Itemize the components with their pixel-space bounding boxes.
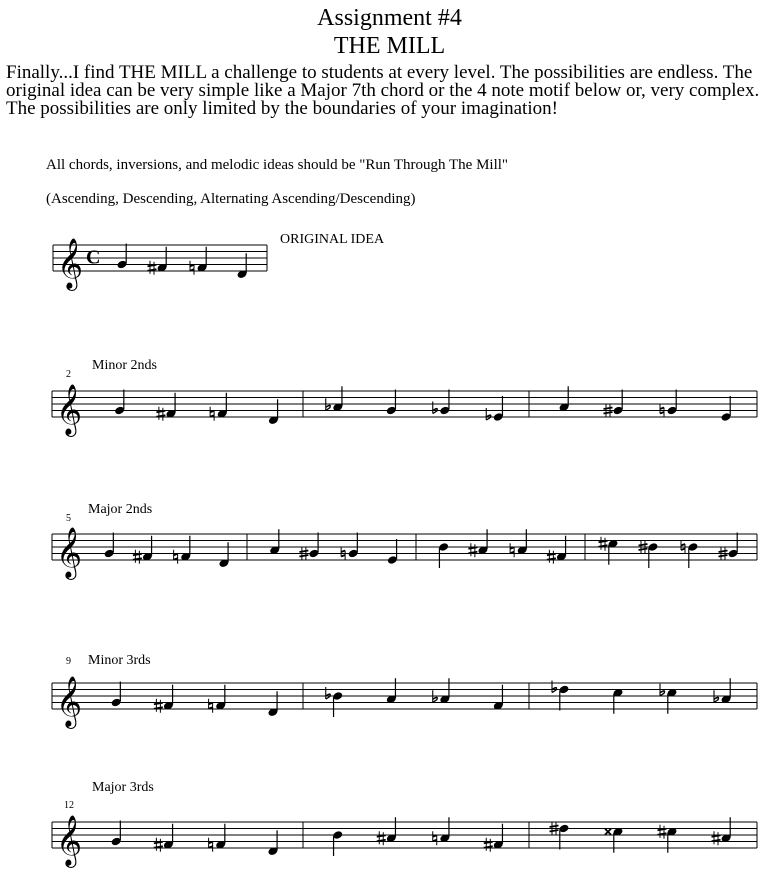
natural-sign <box>660 412 664 414</box>
note <box>218 542 229 568</box>
note <box>267 691 278 717</box>
flat-sign <box>433 409 438 414</box>
system-label: Minor 3rds <box>88 653 151 668</box>
original-idea-label: ORIGINAL IDEA <box>280 232 385 247</box>
note <box>267 830 278 856</box>
note <box>236 253 247 279</box>
natural-sign <box>681 549 685 551</box>
staff-original-idea <box>53 239 267 291</box>
note <box>326 386 344 412</box>
note <box>386 678 397 704</box>
sharp-sign <box>639 544 648 546</box>
treble-clef: 𝄞 <box>57 239 84 288</box>
flat-sign <box>486 415 491 420</box>
note <box>558 386 569 412</box>
note <box>114 390 125 416</box>
note <box>111 682 122 708</box>
natural-sign <box>341 555 345 557</box>
intro-paragraph: Finally...I find THE MILL a challenge to students at every level. The possibilities are endless. The original idea can be very simple like a Major 7th chord or the 4 note motif below or, very complex. The possibilities are only limited by the boundaries of your imagination! <box>6 62 760 119</box>
measure-number: 5 <box>66 513 71 524</box>
flat-sign <box>326 694 331 699</box>
sharp-sign <box>550 830 559 832</box>
staff-system <box>52 677 757 729</box>
staff-system <box>52 528 757 580</box>
measure-number: 12 <box>64 800 74 811</box>
treble-clef: 𝄞 <box>56 816 83 865</box>
sharp-sign <box>639 549 648 551</box>
sharp-sign <box>719 555 728 557</box>
note <box>493 685 504 711</box>
sharp-sign <box>299 555 308 557</box>
note <box>438 542 449 568</box>
note <box>433 390 451 416</box>
note <box>387 539 398 565</box>
system-label: Minor 2nds <box>92 358 157 373</box>
flat-sign <box>552 688 557 693</box>
sharp-sign <box>719 551 728 553</box>
treble-clef: 𝄞 <box>56 528 83 577</box>
note <box>605 827 624 853</box>
sharp-sign <box>550 826 559 828</box>
sharp-sign <box>604 408 613 410</box>
natural-sign <box>660 408 664 410</box>
note <box>116 244 127 270</box>
note <box>486 396 504 422</box>
flat-sign <box>714 697 719 702</box>
page-title: Assignment #4 <box>317 5 462 31</box>
instruction-line-1: All chords, inversions, and melodic ideas should be "Run Through The Mill" <box>46 157 509 173</box>
system-label: Major 3rds <box>92 780 154 795</box>
system-label: Major 2nds <box>88 502 153 517</box>
note <box>268 399 279 425</box>
treble-clef: 𝄞 <box>56 385 83 434</box>
note <box>332 830 343 856</box>
note <box>386 390 397 416</box>
instruction-line-2: (Ascending, Descending, Alternating Ascending/Descending) <box>46 191 416 207</box>
flat-sign <box>326 405 331 410</box>
treble-clef: 𝄞 <box>56 677 83 726</box>
measure-number: 9 <box>66 656 71 667</box>
measure-number: 2 <box>66 369 71 380</box>
page-subtitle: THE MILL <box>333 33 446 59</box>
natural-sign <box>341 551 345 553</box>
flat-sign <box>433 697 438 702</box>
note <box>720 396 731 422</box>
note <box>714 678 732 704</box>
note <box>269 529 280 555</box>
sharp-sign <box>299 551 308 553</box>
note <box>433 678 451 704</box>
staff-system <box>52 385 757 437</box>
natural-sign <box>681 544 685 546</box>
note <box>111 821 122 847</box>
staff-system <box>52 816 757 868</box>
flat-sign <box>660 691 665 696</box>
note <box>612 688 623 714</box>
time-signature: C <box>86 246 101 269</box>
note <box>104 533 115 559</box>
sharp-sign <box>604 412 613 414</box>
